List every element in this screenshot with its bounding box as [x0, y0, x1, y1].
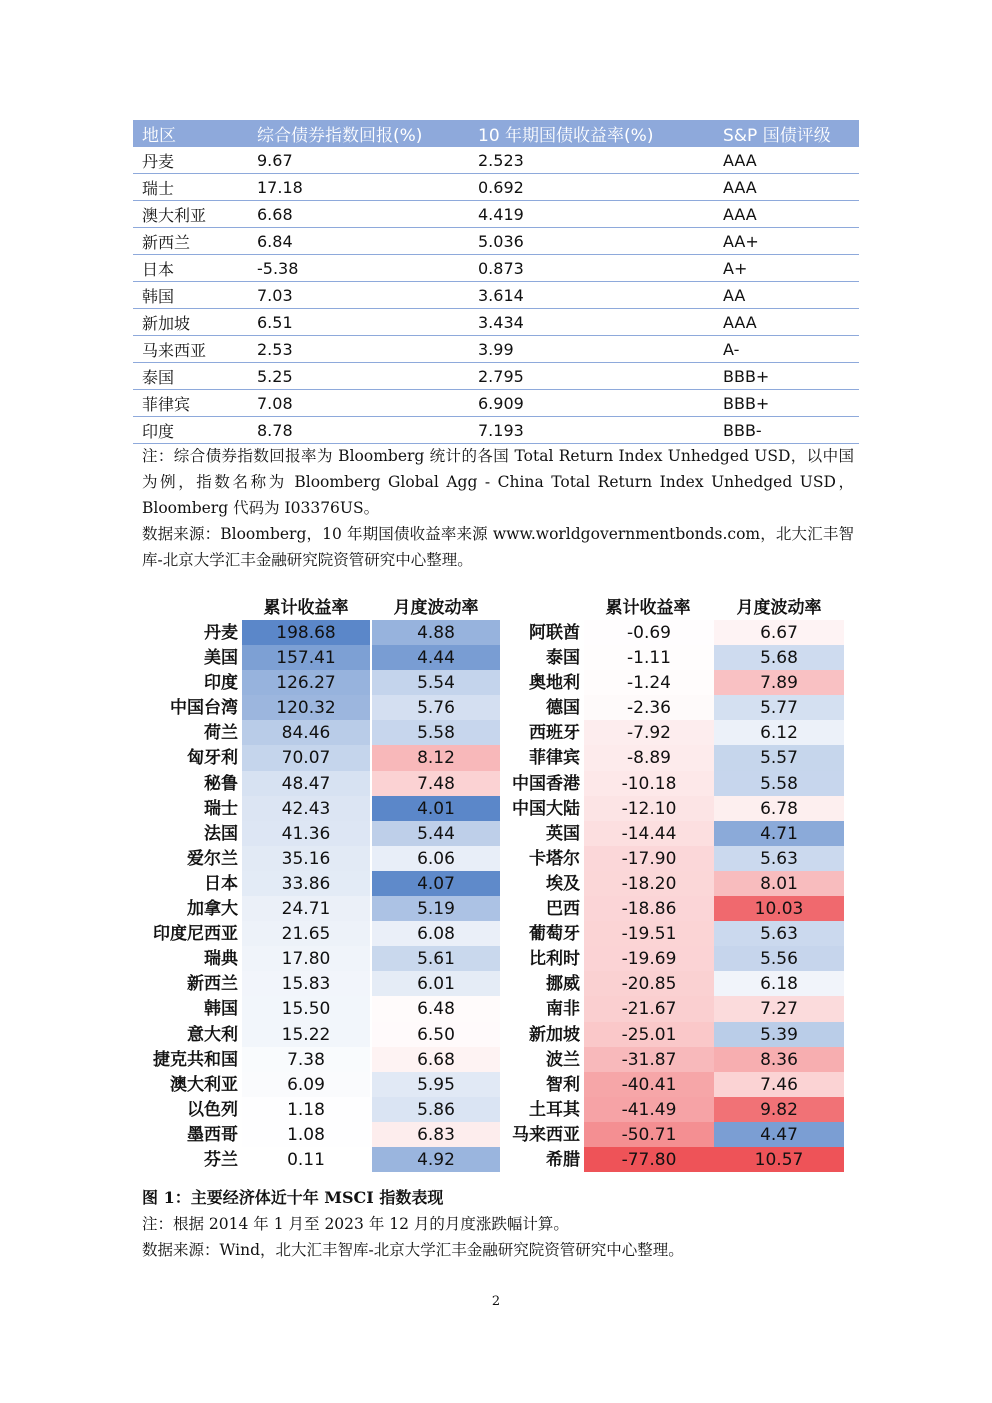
monthly-volatility-cell: 6.48: [372, 996, 500, 1021]
heatmap-row: [130, 871, 502, 896]
cell-10y-yield: 3.614: [469, 282, 714, 309]
cell-sp-rating: BBB+: [714, 390, 859, 417]
heatmap-row: [500, 745, 846, 770]
monthly-volatility-cell: 5.77: [714, 695, 844, 720]
cumulative-return-cell: -31.87: [584, 1047, 714, 1072]
cell-sp-rating: A+: [714, 255, 859, 282]
cumulative-return-cell: 17.80: [242, 946, 370, 971]
heatmap-row: [500, 1122, 846, 1147]
cell-10y-yield: 4.419: [469, 201, 714, 228]
country-name: 南非: [546, 999, 580, 1020]
country-name: 菲律宾: [529, 748, 580, 769]
heatmap-row: [130, 796, 502, 821]
cell-10y-yield: 7.193: [469, 417, 714, 444]
table-row: [133, 147, 859, 174]
country-name: 捷克共和国: [153, 1049, 238, 1070]
cell-region: 丹麦: [133, 147, 248, 174]
cumulative-return-cell: -17.90: [584, 846, 714, 871]
heatmap-row: [130, 896, 502, 921]
table-row: [133, 390, 859, 417]
cell-region: 泰国: [133, 363, 248, 390]
figure-note: 注：根据 2014 年 1 月至 2023 年 12 月的月度涨跌幅计算。: [142, 1215, 569, 1233]
country-name: 奥地利: [529, 673, 580, 694]
cell-sp-rating: BBB+: [714, 363, 859, 390]
cumulative-return-cell: -19.51: [584, 921, 714, 946]
bond-table-note: 注：综合债券指数回报率为 Bloomberg 统计的各国 Total Return Index Unhedged USD，以中国为例，指数名称为 Bloomberg Global Agg - China Total Return Index Unhedged USD，Bloomberg 代码为 I03376US。: [142, 447, 854, 517]
header-sp-rating: S&P 国债评级: [714, 120, 859, 147]
cumulative-return-cell: -7.92: [584, 720, 714, 745]
heatmap-right-block: [500, 620, 846, 1172]
cell-bond-return: 6.51: [248, 309, 469, 336]
header-region: 地区: [133, 120, 248, 147]
country-name: 泰国: [546, 648, 580, 669]
heatmap-row: [500, 821, 846, 846]
country-name: 瑞士: [204, 798, 238, 819]
country-name: 马来西亚: [512, 1124, 580, 1145]
monthly-volatility-cell: 4.47: [714, 1122, 844, 1147]
table-row: [133, 201, 859, 228]
country-name: 匈牙利: [187, 748, 238, 769]
cumulative-return-cell: -21.67: [584, 996, 714, 1021]
heatmap-row: [500, 695, 846, 720]
country-name: 墨西哥: [187, 1124, 238, 1145]
cumulative-return-cell: -1.11: [584, 645, 714, 670]
monthly-volatility-cell: 7.27: [714, 996, 844, 1021]
country-name: 新加坡: [529, 1024, 580, 1045]
monthly-volatility-cell: 6.67: [714, 620, 844, 645]
monthly-volatility-cell: 5.68: [714, 645, 844, 670]
cell-bond-return: 7.08: [248, 390, 469, 417]
country-name: 日本: [204, 873, 238, 894]
cell-bond-return: 2.53: [248, 336, 469, 363]
left-col-header-vol: 月度波动率: [393, 598, 479, 618]
cell-bond-return: 6.84: [248, 228, 469, 255]
cell-region: 澳大利亚: [133, 201, 248, 228]
monthly-volatility-cell: 6.18: [714, 971, 844, 996]
cell-region: 新西兰: [133, 228, 248, 255]
country-name: 比利时: [529, 949, 580, 970]
cell-region: 日本: [133, 255, 248, 282]
monthly-volatility-cell: 5.56: [714, 946, 844, 971]
cumulative-return-cell: 15.83: [242, 971, 370, 996]
heatmap-row: [130, 921, 502, 946]
cell-10y-yield: 2.523: [469, 147, 714, 174]
country-name: 西班牙: [529, 723, 580, 744]
table-row: [133, 228, 859, 255]
cell-sp-rating: AAA: [714, 309, 859, 336]
heatmap-row: [130, 1097, 502, 1122]
cell-sp-rating: A-: [714, 336, 859, 363]
cumulative-return-cell: 6.09: [242, 1072, 370, 1097]
table-row: [133, 174, 859, 201]
heatmap-row: [500, 796, 846, 821]
heatmap-row: [500, 620, 846, 645]
header-10y-yield: 10 年期国债收益率(%): [469, 120, 714, 147]
monthly-volatility-cell: 8.12: [372, 745, 500, 770]
monthly-volatility-cell: 4.88: [372, 620, 500, 645]
monthly-volatility-cell: 5.44: [372, 821, 500, 846]
heatmap-row: [130, 946, 502, 971]
monthly-volatility-cell: 5.63: [714, 921, 844, 946]
country-name: 中国台湾: [170, 698, 238, 719]
cell-10y-yield: 3.99: [469, 336, 714, 363]
monthly-volatility-cell: 5.58: [372, 720, 500, 745]
monthly-volatility-cell: 10.03: [714, 896, 844, 921]
heatmap-row: [500, 921, 846, 946]
table-row: [133, 255, 859, 282]
heatmap-row: [130, 670, 502, 695]
monthly-volatility-cell: 7.48: [372, 771, 500, 796]
cell-10y-yield: 2.795: [469, 363, 714, 390]
cumulative-return-cell: 21.65: [242, 921, 370, 946]
country-name: 土耳其: [529, 1099, 580, 1120]
cumulative-return-cell: 1.08: [242, 1122, 370, 1147]
country-name: 挪威: [546, 974, 580, 995]
heatmap-row: [500, 1097, 846, 1122]
country-name: 智利: [546, 1074, 580, 1095]
heatmap-row: [500, 971, 846, 996]
cumulative-return-cell: -18.20: [584, 871, 714, 896]
monthly-volatility-cell: 8.01: [714, 871, 844, 896]
country-name: 韩国: [204, 999, 238, 1020]
cumulative-return-cell: 1.18: [242, 1097, 370, 1122]
country-name: 美国: [204, 648, 238, 669]
cumulative-return-cell: 84.46: [242, 720, 370, 745]
cell-region: 马来西亚: [133, 336, 248, 363]
cumulative-return-cell: 15.50: [242, 996, 370, 1021]
cumulative-return-cell: 198.68: [242, 620, 370, 645]
cell-10y-yield: 3.434: [469, 309, 714, 336]
cumulative-return-cell: 41.36: [242, 821, 370, 846]
cell-region: 瑞士: [133, 174, 248, 201]
country-name: 希腊: [546, 1149, 580, 1170]
heatmap-row: [130, 1147, 502, 1172]
country-name: 丹麦: [204, 623, 238, 643]
monthly-volatility-cell: 8.36: [714, 1047, 844, 1072]
country-name: 英国: [546, 823, 580, 844]
heatmap-row: [130, 846, 502, 871]
cumulative-return-cell: -20.85: [584, 971, 714, 996]
cell-region: 韩国: [133, 282, 248, 309]
heatmap-row: [500, 1147, 846, 1172]
cumulative-return-cell: -18.86: [584, 896, 714, 921]
cell-sp-rating: AA+: [714, 228, 859, 255]
heatmap-row: [500, 645, 846, 670]
cumulative-return-cell: 126.27: [242, 670, 370, 695]
heatmap-row: [500, 896, 846, 921]
cumulative-return-cell: 120.32: [242, 695, 370, 720]
monthly-volatility-cell: 4.07: [372, 871, 500, 896]
cumulative-return-cell: -50.71: [584, 1122, 714, 1147]
monthly-volatility-cell: 6.12: [714, 720, 844, 745]
header-bond-return: 综合债券指数回报(%): [248, 120, 469, 147]
country-name: 巴西: [546, 899, 580, 920]
cell-sp-rating: AAA: [714, 201, 859, 228]
monthly-volatility-cell: 10.57: [714, 1147, 844, 1172]
monthly-volatility-cell: 5.61: [372, 946, 500, 971]
cumulative-return-cell: -14.44: [584, 821, 714, 846]
monthly-volatility-cell: 6.01: [372, 971, 500, 996]
heatmap-row: [130, 1022, 502, 1047]
heatmap-row: [500, 871, 846, 896]
monthly-volatility-cell: 6.68: [372, 1047, 500, 1072]
cumulative-return-cell: 48.47: [242, 771, 370, 796]
country-name: 以色列: [187, 1099, 238, 1120]
heatmap-row: [500, 771, 846, 796]
country-name: 波兰: [546, 1049, 580, 1070]
cumulative-return-cell: -40.41: [584, 1072, 714, 1097]
table-row: [133, 363, 859, 390]
cumulative-return-cell: 0.11: [242, 1147, 370, 1172]
monthly-volatility-cell: 5.19: [372, 896, 500, 921]
cell-10y-yield: 0.692: [469, 174, 714, 201]
country-name: 秘鲁: [204, 773, 238, 794]
cumulative-return-cell: 70.07: [242, 745, 370, 770]
monthly-volatility-cell: 5.86: [372, 1097, 500, 1122]
monthly-volatility-cell: 4.71: [714, 821, 844, 846]
cumulative-return-cell: -77.80: [584, 1147, 714, 1172]
heatmap-row: [500, 720, 846, 745]
heatmap-row: [500, 946, 846, 971]
heatmap-left-block: [130, 620, 502, 1172]
cell-bond-return: 6.68: [248, 201, 469, 228]
monthly-volatility-cell: 5.76: [372, 695, 500, 720]
monthly-volatility-cell: 4.44: [372, 645, 500, 670]
country-name: 印度尼西亚: [153, 924, 238, 945]
cumulative-return-cell: -10.18: [584, 771, 714, 796]
table-row: [133, 417, 859, 444]
cumulative-return-cell: -1.24: [584, 670, 714, 695]
heatmap-row: [130, 645, 502, 670]
figure-source: 数据来源：Wind，北大汇丰智库-北京大学汇丰金融研究院资管研究中心整理。: [142, 1241, 684, 1259]
table-row: [133, 336, 859, 363]
country-name: 阿联酋: [529, 623, 580, 643]
cell-sp-rating: BBB-: [714, 417, 859, 444]
cumulative-return-cell: 7.38: [242, 1047, 370, 1072]
country-name: 加拿大: [187, 899, 238, 920]
country-name: 中国香港: [512, 773, 580, 794]
cell-bond-return: 9.67: [248, 147, 469, 174]
cumulative-return-cell: 24.71: [242, 896, 370, 921]
country-name: 意大利: [187, 1024, 238, 1045]
cell-sp-rating: AAA: [714, 174, 859, 201]
country-name: 爱尔兰: [187, 848, 238, 869]
bond-table: [133, 120, 859, 444]
heatmap-row: [130, 821, 502, 846]
cell-10y-yield: 6.909: [469, 390, 714, 417]
country-name: 埃及: [546, 873, 580, 894]
cumulative-return-cell: -19.69: [584, 946, 714, 971]
cell-10y-yield: 5.036: [469, 228, 714, 255]
country-name: 法国: [204, 823, 238, 844]
monthly-volatility-cell: 6.78: [714, 796, 844, 821]
country-name: 卡塔尔: [529, 848, 580, 869]
heatmap-row: [130, 1047, 502, 1072]
heatmap-row: [500, 846, 846, 871]
page-number: 2: [491, 1294, 501, 1309]
bond-table-header: [133, 120, 859, 147]
bond-table-source: 数据来源：Bloomberg，10 年期国债收益率来源 www.worldgovernmentbonds.com，北大汇丰智库-北京大学汇丰金融研究院资管研究中心整理。: [142, 525, 854, 569]
cell-bond-return: 7.03: [248, 282, 469, 309]
cumulative-return-cell: 15.22: [242, 1022, 370, 1047]
figure-title: 图 1：主要经济体近十年 MSCI 指数表现: [142, 1188, 444, 1207]
left-col-header-cum: 累计收益率: [263, 598, 349, 618]
heatmap-row: [130, 620, 502, 645]
monthly-volatility-cell: 5.58: [714, 771, 844, 796]
country-name: 德国: [546, 698, 580, 719]
heatmap-row: [130, 971, 502, 996]
monthly-volatility-cell: 9.82: [714, 1097, 844, 1122]
right-col-header-vol: 月度波动率: [736, 598, 822, 618]
cumulative-return-cell: -2.36: [584, 695, 714, 720]
cell-10y-yield: 0.873: [469, 255, 714, 282]
monthly-volatility-cell: 6.83: [372, 1122, 500, 1147]
country-name: 瑞典: [204, 949, 238, 970]
cell-region: 新加坡: [133, 309, 248, 336]
cumulative-return-cell: -0.69: [584, 620, 714, 645]
cell-bond-return: 5.25: [248, 363, 469, 390]
cell-bond-return: -5.38: [248, 255, 469, 282]
heatmap-row: [130, 1122, 502, 1147]
monthly-volatility-cell: 5.54: [372, 670, 500, 695]
cell-region: 印度: [133, 417, 248, 444]
cumulative-return-cell: -41.49: [584, 1097, 714, 1122]
heatmap-row: [130, 695, 502, 720]
country-name: 葡萄牙: [529, 924, 580, 945]
cell-bond-return: 17.18: [248, 174, 469, 201]
heatmap-row: [500, 996, 846, 1021]
heatmap-row: [130, 771, 502, 796]
country-name: 印度: [204, 673, 238, 694]
right-col-header-cum: 累计收益率: [605, 598, 691, 618]
monthly-volatility-cell: 7.46: [714, 1072, 844, 1097]
heatmap-row: [500, 670, 846, 695]
table-row: [133, 309, 859, 336]
heatmap-row: [130, 1072, 502, 1097]
cumulative-return-cell: 42.43: [242, 796, 370, 821]
monthly-volatility-cell: 6.50: [372, 1022, 500, 1047]
monthly-volatility-cell: 5.39: [714, 1022, 844, 1047]
cumulative-return-cell: -8.89: [584, 745, 714, 770]
monthly-volatility-cell: 4.92: [372, 1147, 500, 1172]
country-name: 芬兰: [204, 1149, 238, 1170]
monthly-volatility-cell: 4.01: [372, 796, 500, 821]
cell-bond-return: 8.78: [248, 417, 469, 444]
country-name: 荷兰: [204, 723, 238, 744]
cumulative-return-cell: -12.10: [584, 796, 714, 821]
country-name: 新西兰: [187, 974, 238, 995]
cumulative-return-cell: 35.16: [242, 846, 370, 871]
cumulative-return-cell: -25.01: [584, 1022, 714, 1047]
monthly-volatility-cell: 5.57: [714, 745, 844, 770]
heatmap-row: [130, 996, 502, 1021]
cumulative-return-cell: 157.41: [242, 645, 370, 670]
heatmap-row: [130, 720, 502, 745]
monthly-volatility-cell: 5.63: [714, 846, 844, 871]
cell-sp-rating: AAA: [714, 147, 859, 174]
monthly-volatility-cell: 6.08: [372, 921, 500, 946]
heatmap-row: [500, 1047, 846, 1072]
cell-sp-rating: AA: [714, 282, 859, 309]
monthly-volatility-cell: 5.95: [372, 1072, 500, 1097]
cumulative-return-cell: 33.86: [242, 871, 370, 896]
country-name: 澳大利亚: [170, 1074, 238, 1095]
monthly-volatility-cell: 6.06: [372, 846, 500, 871]
cell-region: 菲律宾: [133, 390, 248, 417]
heatmap-row: [500, 1022, 846, 1047]
monthly-volatility-cell: 7.89: [714, 670, 844, 695]
table-row: [133, 282, 859, 309]
heatmap-row: [130, 745, 502, 770]
heatmap-row: [500, 1072, 846, 1097]
country-name: 中国大陆: [512, 798, 580, 819]
